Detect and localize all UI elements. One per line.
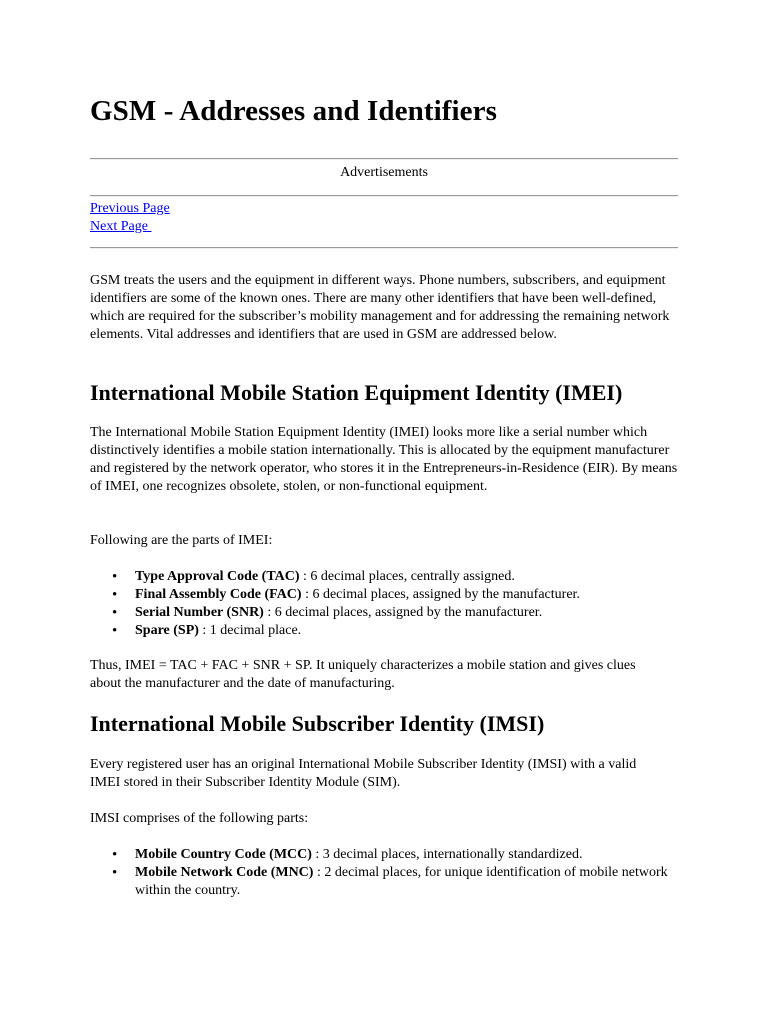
imsi-description: Every registered user has an original International Mobile Subscriber Identity (IMSI) with a valid IMEI stored in their Subscriber Identity Module (SIM). <box>90 757 637 790</box>
list-item-term: Spare (SP) <box>135 623 199 638</box>
list-item <box>90 586 690 604</box>
divider <box>90 247 678 249</box>
imsi-parts-intro: IMSI comprises of the following parts: <box>90 811 309 826</box>
list-item-desc: : 6 decimal places, assigned by the manufacturer. <box>263 605 543 620</box>
list-item-desc: : 1 decimal place. <box>198 623 302 638</box>
imsi-parts-list <box>90 846 680 900</box>
previous-page-link[interactable]: Previous Page <box>90 201 170 216</box>
list-item-desc: : 3 decimal places, internationally standardized. <box>311 847 583 862</box>
list-item-desc: : 6 decimal places, centrally assigned. <box>299 569 515 584</box>
next-page-link[interactable]: Next Page <box>90 218 152 234</box>
list-item-term: Final Assembly Code (FAC) <box>135 587 302 602</box>
list-item-term: Mobile Country Code (MCC) <box>135 847 312 862</box>
imei-heading: International Mobile Station Equipment Identity (IMEI) <box>90 380 623 405</box>
imei-summary: Thus, IMEI = TAC + FAC + SNR + SP. It uniquely characterizes a mobile station and gives clues about the manufacturer and the date of manufacturing. <box>90 658 636 691</box>
divider <box>90 195 678 197</box>
list-item-desc: : 6 decimal places, assigned by the manufacturer. <box>301 587 580 602</box>
intro-paragraph: GSM treats the users and the equipment in different ways. Phone numbers, subscribers, and equipment identifiers are some of the known ones. There are many other identifiers that have been well-defined, which are required for the subscriber’s mobility management and for addressing the remaining network elements. Vital addresses and identifiers that are used in GSM are addressed below. <box>90 273 670 342</box>
list-item-term: Mobile Network Code (MNC) <box>135 865 314 880</box>
list-item <box>90 864 680 900</box>
list-item-desc: : 2 decimal places, for unique identification of mobile network within the country. <box>135 865 668 898</box>
page-navigation <box>90 200 170 235</box>
list-item <box>90 846 680 864</box>
imei-description: The International Mobile Station Equipment Identity (IMEI) looks more like a serial number which distinctively identifies a mobile station internationally. This is allocated by the equipment manufacturer and registered by the network operator, who stores it in the Entrepreneurs-in-Residence (EIR). By means of IMEI, one recognizes obsolete, stolen, or non-functional equipment. <box>90 425 678 494</box>
list-item-term: Type Approval Code (TAC) <box>135 569 300 584</box>
page-title: GSM - Addresses and Identifiers <box>90 95 497 127</box>
imei-parts-intro: Following are the parts of IMEI: <box>90 533 273 548</box>
imei-parts-list <box>90 568 690 640</box>
ads-label: Advertisements <box>340 165 428 180</box>
imsi-heading: International Mobile Subscriber Identity (IMSI) <box>90 711 545 736</box>
list-item <box>90 622 690 640</box>
list-item <box>90 604 690 622</box>
divider <box>90 158 678 160</box>
list-item-term: Serial Number (SNR) <box>135 605 264 620</box>
list-item <box>90 568 690 586</box>
